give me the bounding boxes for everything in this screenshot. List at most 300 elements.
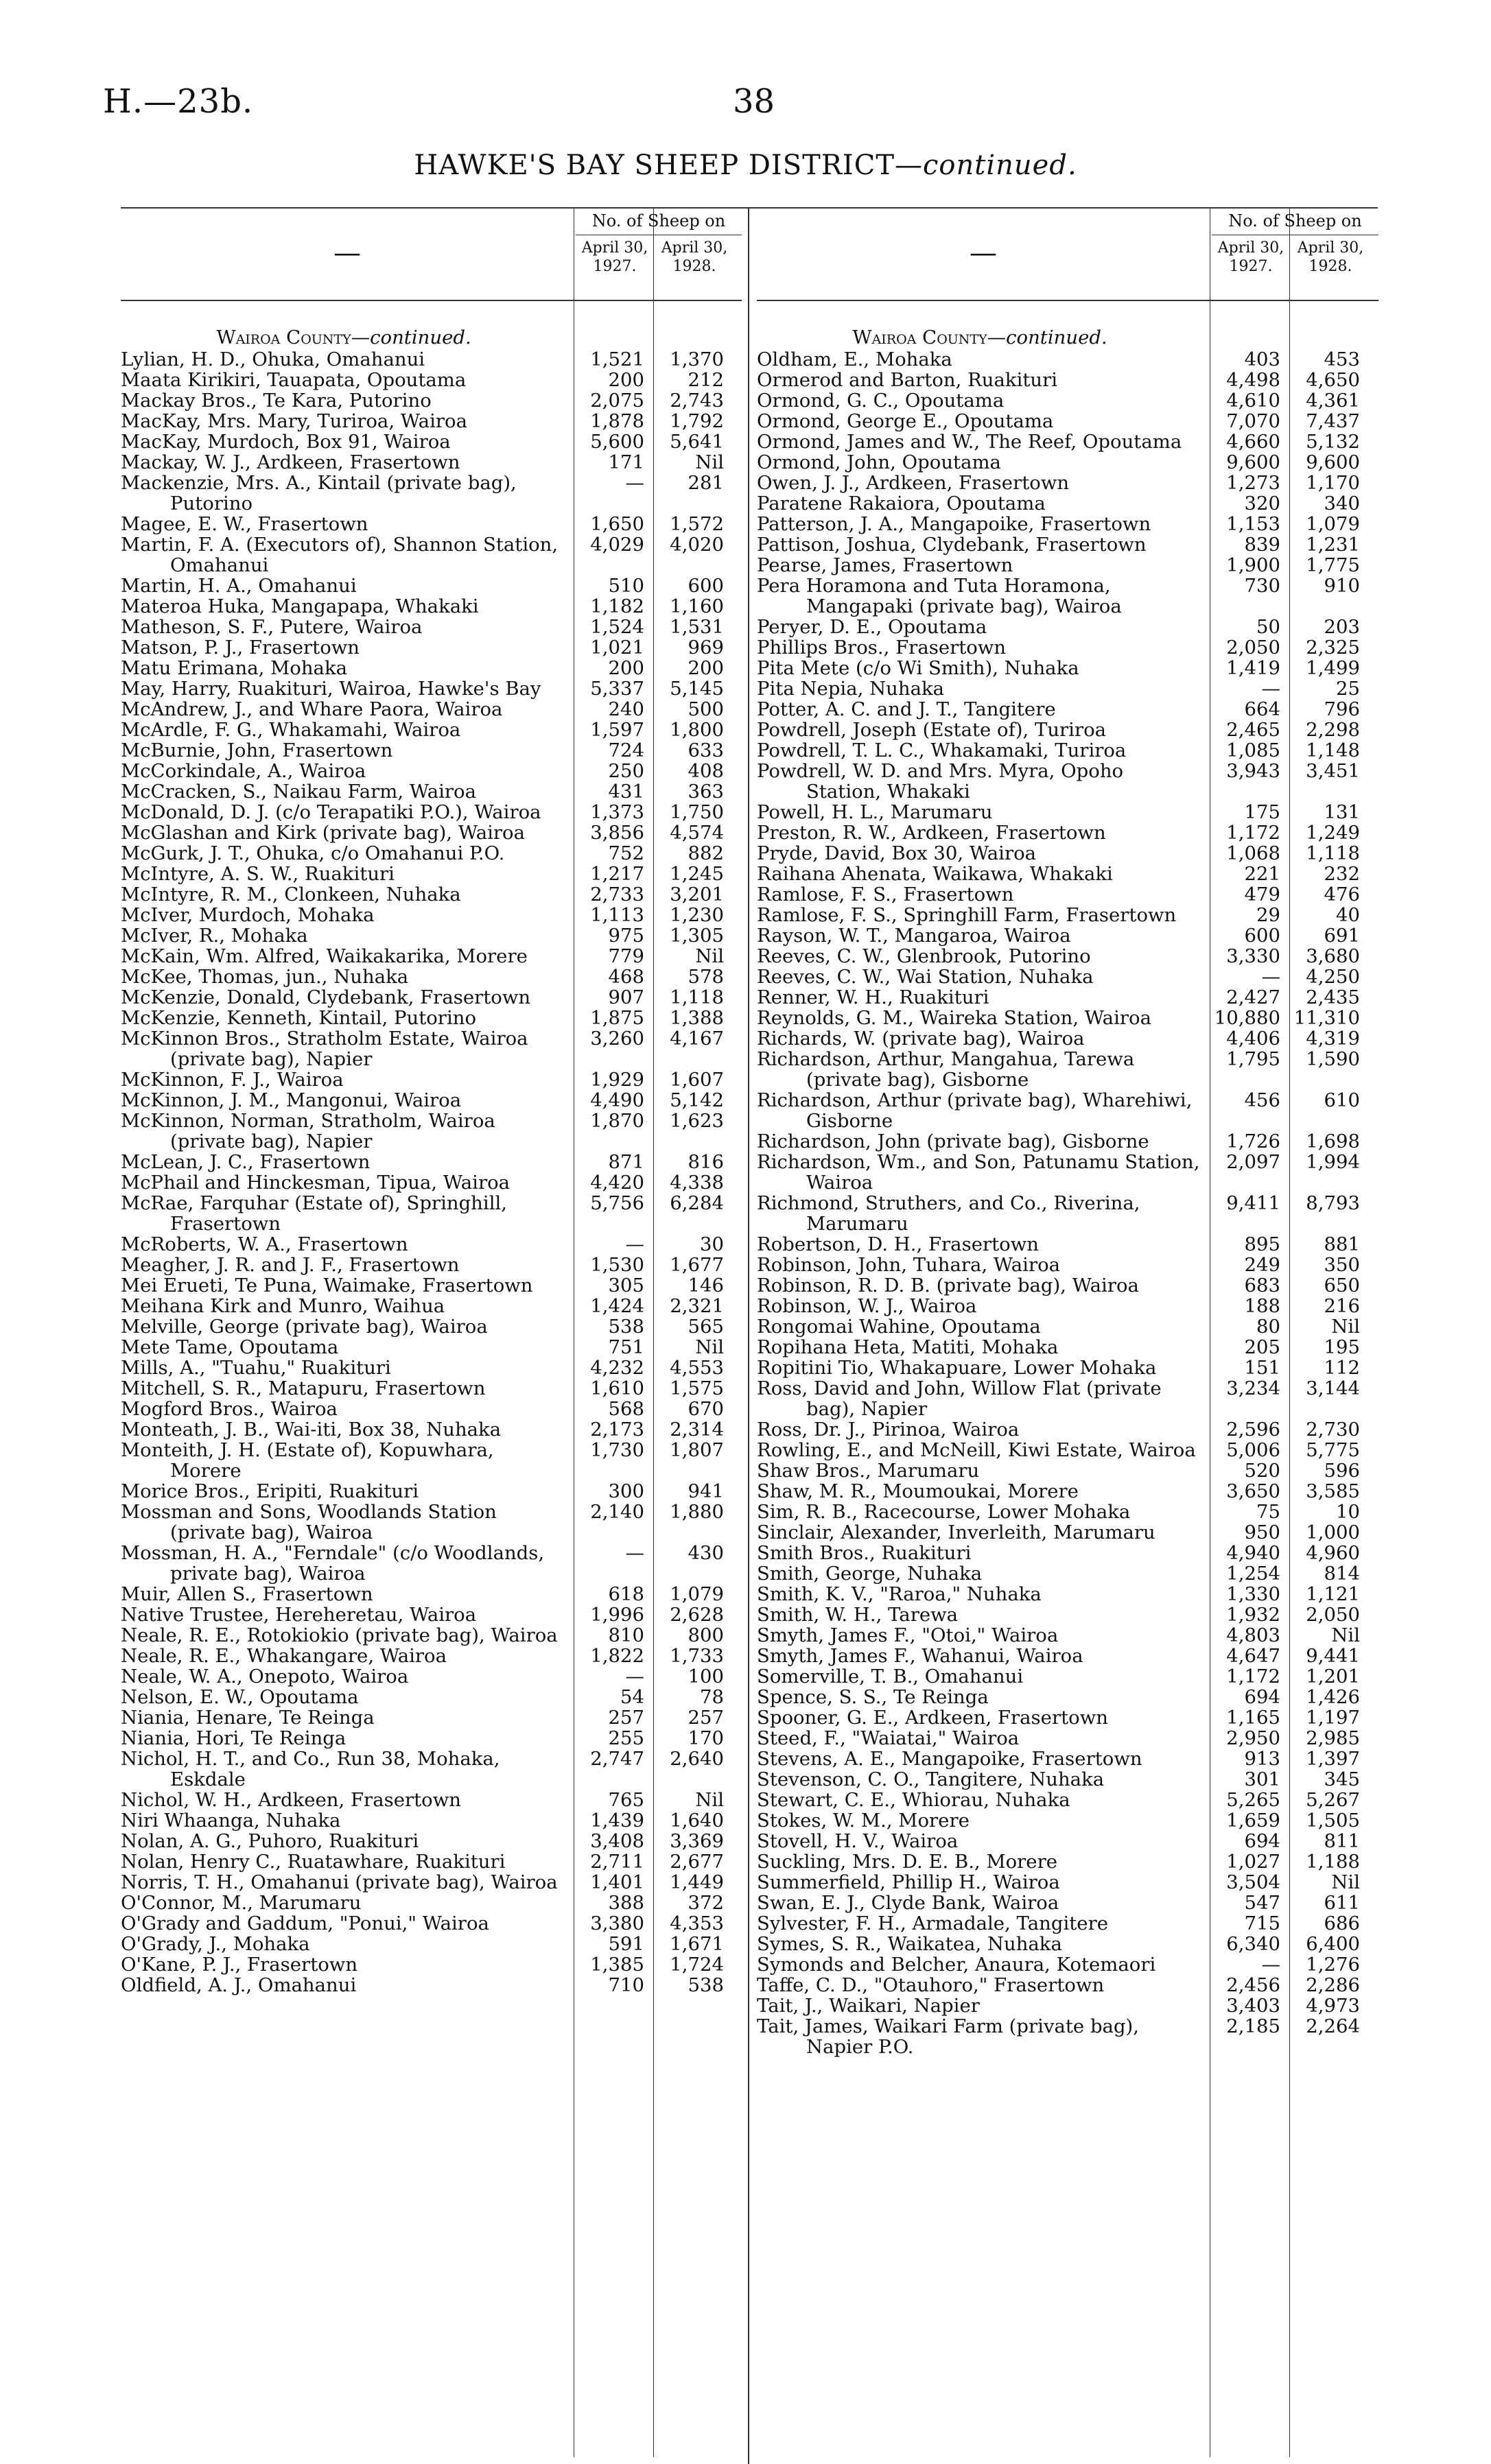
sheep-1927: 205 [1244, 1336, 1280, 1358]
table-row [121, 699, 742, 720]
table-row [121, 802, 742, 822]
sheep-1928: 1,640 [670, 1810, 724, 1832]
sheep-1928: 670 [688, 1398, 724, 1420]
table-row [121, 1810, 742, 1831]
owner-name: Reeves, C. W., Glenbrook, Putorino [757, 945, 1091, 967]
sheep-1927: 3,504 [1226, 1871, 1280, 1893]
sheep-1928: 882 [688, 842, 724, 864]
sheep-1928: 100 [688, 1666, 724, 1687]
sheep-1928: 1,607 [670, 1069, 724, 1091]
owner-name: Sinclair, Alexander, Inverleith, Marumaru [757, 1521, 1155, 1543]
sheep-1928: 1,118 [1306, 842, 1360, 864]
sheep-1928: 1,201 [1306, 1666, 1360, 1687]
sheep-1927: 1,027 [1226, 1851, 1280, 1873]
owner-name: Suckling, Mrs. D. E. B., Morere [757, 1851, 1057, 1873]
sheep-1928: 910 [1324, 575, 1360, 597]
sheep-1927: 1,419 [1226, 657, 1280, 679]
owner-name: McPhail and Hinckesman, Tipua, Wairoa [121, 1172, 510, 1194]
owner-name: Stevens, A. E., Mangapoike, Frasertown [757, 1748, 1142, 1770]
sheep-1927: 1,172 [1226, 1666, 1280, 1687]
col-1927-year: 1927. [593, 258, 637, 275]
sheep-1928: 5,775 [1306, 1439, 1360, 1461]
sheep-1928: 6,400 [1306, 1933, 1360, 1955]
sheep-1928: 2,050 [1306, 1604, 1360, 1626]
sheep-1927: 50 [1256, 616, 1280, 638]
sheep-1928: 1,305 [670, 925, 724, 947]
sheep-1927: 2,050 [1226, 637, 1280, 659]
sheep-1928: 257 [688, 1707, 724, 1729]
sheep-1928: 1,531 [670, 616, 724, 638]
sheep-1927: 1,730 [590, 1439, 644, 1461]
sheep-1927: 1,401 [590, 1871, 644, 1893]
table-row [121, 1625, 742, 1646]
sheep-1927: 2,747 [590, 1748, 644, 1770]
table-row [121, 1790, 742, 1810]
sheep-1927: 200 [608, 657, 644, 679]
owner-name: McBurnie, John, Frasertown [121, 739, 393, 761]
owner-name: Richardson, Arthur (private bag), Wharehiwi, Gisborne [757, 1089, 1193, 1132]
owner-name: McAndrew, J., and Whare Paora, Wairoa [121, 698, 503, 720]
sheep-1927: 4,803 [1226, 1624, 1280, 1646]
sheep-1927: 2,097 [1226, 1151, 1280, 1173]
table-row [121, 987, 742, 1008]
sheep-1927: 1,610 [590, 1377, 644, 1399]
sheep-1927: 5,600 [590, 431, 644, 453]
sheep-1928: 1,671 [670, 1933, 724, 1955]
sheep-1927: 715 [1244, 1912, 1280, 1934]
owner-name: Pita Nepia, Nuhaka [757, 678, 945, 700]
sheep-1927: 250 [608, 760, 644, 782]
sheep-1927: 3,403 [1226, 1995, 1280, 2017]
section-heading [121, 326, 567, 349]
table-row [757, 1934, 1378, 1954]
table-row [757, 576, 1378, 617]
owner-name: Monteath, J. B., Wai-iti, Box 38, Nuhaka [121, 1419, 502, 1441]
owner-name: Richards, W. (private bag), Wairoa [757, 1028, 1085, 1050]
sheep-1928: 30 [700, 1233, 724, 1255]
owner-name: Nolan, A. G., Puhoro, Ruakituri [121, 1830, 419, 1852]
sheep-1928: 1,148 [1306, 739, 1360, 761]
table-row [121, 1934, 742, 1954]
owner-name: Taffe, C. D., "Otauhoro," Frasertown [757, 1974, 1105, 1996]
sheep-1928: 78 [700, 1686, 724, 1708]
owner-name: Richardson, Wm., and Son, Patunamu Station, Wairoa [757, 1151, 1200, 1194]
sheep-1927: — [625, 1666, 644, 1687]
owner-name: Richmond, Struthers, and Co., Riverina, Marumaru [757, 1192, 1140, 1235]
name-column-header: — [333, 237, 361, 269]
owner-name: Paratene Rakaiora, Opoutama [757, 493, 1046, 514]
sheep-1928: 811 [1324, 1830, 1360, 1852]
sheep-1927: 1,439 [590, 1810, 644, 1832]
owner-name: Steed, F., "Waiatai," Wairoa [757, 1727, 1020, 1749]
owner-name: Preston, R. W., Ardkeen, Frasertown [757, 822, 1106, 844]
sheep-1927: 3,943 [1226, 760, 1280, 782]
sheep-1927: — [625, 472, 644, 494]
sheep-1927: 2,950 [1226, 1727, 1280, 1749]
sheep-1927: 1,385 [590, 1954, 644, 1976]
table-row [121, 1851, 742, 1872]
sheep-1927: 765 [608, 1789, 644, 1811]
sheep-1928: 8,793 [1306, 1192, 1360, 1214]
sheep-1928: 1,079 [670, 1583, 724, 1605]
owner-name: Raihana Ahenata, Waikawa, Whakaki [757, 863, 1113, 885]
owner-name: O'Connor, M., Marumaru [121, 1892, 362, 1914]
owner-name: Pattison, Joshua, Clydebank, Frasertown [757, 534, 1147, 556]
sheep-1928: Nil [695, 451, 724, 473]
sheep-1927: 1,373 [590, 801, 644, 823]
table-row [121, 905, 742, 925]
table-row [121, 576, 742, 596]
table-row [757, 1316, 1378, 1337]
sheep-1928: 611 [1324, 1892, 1360, 1914]
owner-name: Robinson, John, Tuhara, Wairoa [757, 1254, 1061, 1276]
sheep-1928: 1,724 [670, 1954, 724, 1976]
right-rows [757, 326, 1378, 2057]
owner-name: Sylvester, F. H., Armadale, Tangitere [757, 1912, 1108, 1934]
owner-name: Ormond, John, Opoutama [757, 451, 1001, 473]
sheep-1927: 752 [608, 842, 644, 864]
sheep-1928: 10 [1336, 1501, 1360, 1523]
sheep-1927: 257 [608, 1707, 644, 1729]
sheep-1927: 255 [608, 1727, 644, 1749]
sheep-1927: 1,659 [1226, 1810, 1280, 1832]
sheep-1927: 5,337 [590, 678, 644, 700]
sheep-1928: 345 [1324, 1768, 1360, 1790]
sheep-1927: 810 [608, 1624, 644, 1646]
owner-name: Matu Erimana, Mohaka [121, 657, 348, 679]
table-row [757, 1810, 1378, 1831]
sheep-1927: 710 [608, 1974, 644, 1996]
table-row [757, 1604, 1378, 1625]
table-row [757, 1831, 1378, 1851]
sheep-1928: 2,677 [670, 1851, 724, 1873]
sheep-1927: 54 [620, 1686, 644, 1708]
table-row [121, 1337, 742, 1358]
sheep-1928: 1,231 [1306, 534, 1360, 556]
sheep-1927: 4,660 [1226, 431, 1280, 453]
sheep-1928: 476 [1324, 884, 1360, 905]
table-row [121, 1728, 742, 1749]
sheep-1927: 1,172 [1226, 822, 1280, 844]
sheep-1927: — [1261, 678, 1280, 700]
owner-name: Neale, R. E., Whakangare, Wairoa [121, 1645, 447, 1667]
table-row [121, 1646, 742, 1666]
sheep-1927: 2,711 [590, 1851, 644, 1873]
name-column-header: — [970, 237, 997, 269]
table-row [757, 1378, 1378, 1419]
owner-name: Pita Mete (c/o Wi Smith), Nuhaka [757, 657, 1079, 679]
table-row [121, 349, 742, 370]
sheep-1927: 151 [1244, 1357, 1280, 1379]
table-row [757, 1275, 1378, 1296]
table-row [121, 658, 742, 678]
sheep-1928: 2,325 [1306, 637, 1360, 659]
sheep-1927: 80 [1256, 1316, 1280, 1338]
sheep-1927: 29 [1256, 904, 1280, 926]
table-row [121, 1419, 742, 1440]
sheep-1928: 430 [688, 1542, 724, 1564]
sheep-1928: 3,369 [670, 1830, 724, 1852]
sheep-1928: 5,132 [1306, 431, 1360, 453]
sheep-1927: 6,340 [1226, 1933, 1280, 1955]
owner-name: Oldham, E., Mohaka [757, 348, 952, 370]
sheep-1927: 1,996 [590, 1604, 644, 1626]
owner-name: Ormerod and Barton, Ruakituri [757, 369, 1058, 391]
sheep-count-header: No. of Sheep on [591, 211, 726, 230]
owner-name: Ormond, George E., Opoutama [757, 410, 1054, 432]
sheep-1928: 816 [688, 1151, 724, 1173]
table-row [757, 699, 1378, 720]
sheep-1927: 751 [608, 1336, 644, 1358]
owner-name: McGurk, J. T., Ohuka, c/o Omahanui P.O. [121, 842, 505, 864]
table-row [757, 1666, 1378, 1687]
sheep-count-header: No. of Sheep on [1228, 211, 1362, 230]
col-1928-header [655, 239, 733, 276]
owner-name: Somerville, T. B., Omahanui [757, 1666, 1024, 1687]
sheep-1928: 2,628 [670, 1604, 724, 1626]
sheep-1927: 3,380 [590, 1912, 644, 1934]
table-row [121, 370, 742, 390]
sheep-1928: 1,623 [670, 1110, 724, 1132]
sheep-1928: 4,250 [1306, 966, 1360, 988]
table-row [757, 473, 1378, 493]
sheep-1927: 1,932 [1226, 1604, 1280, 1626]
owner-name: Spooner, G. E., Ardkeen, Frasertown [757, 1707, 1108, 1729]
sheep-1928: 1,733 [670, 1645, 724, 1667]
sheep-1928: 1,249 [1306, 822, 1360, 844]
sheep-1928: 4,167 [670, 1028, 724, 1050]
sheep-1927: 1,870 [590, 1110, 644, 1132]
sheep-1927: 1,068 [1226, 842, 1280, 864]
owner-name: Monteith, J. H. (Estate of), Kopuwhara, Morere [121, 1439, 494, 1482]
table-row [121, 1152, 742, 1172]
sheep-1927: 300 [608, 1480, 644, 1502]
owner-name: Summerfield, Phillip H., Wairoa [757, 1871, 1060, 1893]
table-row [757, 349, 1378, 370]
table-row [121, 1090, 742, 1111]
sheep-1928: 633 [688, 739, 724, 761]
owner-name: Spence, S. S., Te Reinga [757, 1686, 989, 1708]
table-row [757, 761, 1378, 802]
sheep-1927: 3,650 [1226, 1480, 1280, 1502]
sheep-1928: 11,310 [1293, 1007, 1360, 1029]
table-row [121, 946, 742, 967]
sheep-1927: 188 [1244, 1295, 1280, 1317]
sheep-1928: 1,230 [670, 904, 724, 926]
document-reference: H.—23b. [103, 82, 254, 121]
table-row [757, 617, 1378, 637]
owner-name: McCorkindale, A., Wairoa [121, 760, 366, 782]
table-row [757, 1707, 1378, 1728]
table-row [121, 884, 742, 905]
owner-name: Potter, A. C. and J. T., Tangitere [757, 698, 1056, 720]
sheep-1927: 3,408 [590, 1830, 644, 1852]
sheep-1927: 1,085 [1226, 739, 1280, 761]
table-row [121, 720, 742, 740]
sheep-1928: 2,435 [1306, 986, 1360, 1008]
sheep-1927: — [625, 1233, 644, 1255]
owner-name: Matheson, S. F., Putere, Wairoa [121, 616, 423, 638]
sheep-1928: 3,144 [1306, 1377, 1360, 1399]
col-1927-year: 1927. [1229, 258, 1273, 275]
owner-name: McKinnon, J. M., Mangonui, Wairoa [121, 1089, 462, 1111]
table-row [121, 1543, 742, 1584]
sheep-1928: 2,298 [1306, 719, 1360, 741]
owner-name: Reynolds, G. M., Waireka Station, Wairoa [757, 1007, 1151, 1029]
table-row [121, 473, 742, 514]
sheep-1928: 212 [688, 369, 724, 391]
table-row [757, 1234, 1378, 1255]
right-table [757, 207, 1378, 2457]
owner-name: Mossman, H. A., "Ferndale" (c/o Woodlands, private bag), Wairoa [121, 1542, 545, 1585]
table-row [757, 1790, 1378, 1810]
owner-name: Neale, R. E., Rotokiokio (private bag), Wairoa [121, 1624, 558, 1646]
owner-name: Ropihana Heta, Matiti, Mohaka [757, 1336, 1059, 1358]
sheep-1928: 1,880 [670, 1501, 724, 1523]
owner-name: Ross, David and John, Willow Flat (private bag), Napier [757, 1377, 1162, 1420]
sheep-1928: 4,574 [670, 822, 724, 844]
sheep-1928: 1,572 [670, 513, 724, 535]
sheep-1927: 568 [608, 1398, 644, 1420]
table-row [757, 1769, 1378, 1790]
table-row [757, 1131, 1378, 1152]
sheep-1928: 1,188 [1306, 1851, 1360, 1873]
col-1927-date: April 30, [581, 239, 648, 257]
owner-name: Martin, F. A. (Executors of), Shannon Station, Omahanui [121, 534, 559, 576]
table-row [757, 1646, 1378, 1666]
sheep-1928: Nil [1331, 1316, 1360, 1338]
table-row [757, 1522, 1378, 1543]
owner-name: Smith, K. V., "Raroa," Nuhaka [757, 1583, 1042, 1605]
sheep-1927: 4,420 [590, 1172, 644, 1194]
sheep-1927: 600 [1244, 925, 1280, 947]
table-row [121, 1008, 742, 1028]
sheep-1927: 2,427 [1226, 986, 1280, 1008]
sheep-1927: 7,070 [1226, 410, 1280, 432]
sheep-1927: 510 [608, 575, 644, 597]
sheep-1927: — [625, 1542, 644, 1564]
section-title: Wairoa County [216, 327, 351, 348]
sheep-1927: 4,029 [590, 534, 644, 556]
sheep-1927: 4,498 [1226, 369, 1280, 391]
sheep-1928: 4,319 [1306, 1028, 1360, 1050]
owner-name: MacKay, Murdoch, Box 91, Wairoa [121, 431, 451, 453]
table-row [121, 761, 742, 781]
sheep-1928: 9,441 [1306, 1645, 1360, 1667]
owner-name: Mackenzie, Mrs. A., Kintail (private bag), Putorino [121, 472, 517, 514]
sheep-1928: 610 [1324, 1089, 1360, 1111]
sheep-1928: 578 [688, 966, 724, 988]
owner-name: Maata Kirikiri, Tauapata, Opoutama [121, 369, 467, 391]
owner-name: McIver, R., Mohaka [121, 925, 308, 947]
right-table-header [757, 207, 1378, 301]
sheep-1927: 4,490 [590, 1089, 644, 1111]
sheep-1928: 596 [1324, 1460, 1360, 1482]
table-row [757, 514, 1378, 534]
sheep-1927: 4,610 [1226, 390, 1280, 412]
col-1928-date: April 30, [1297, 239, 1364, 257]
owner-name: Patterson, J. A., Mangapoike, Frasertown [757, 513, 1151, 535]
owner-name: McRoberts, W. A., Frasertown [121, 1233, 408, 1255]
table-row [121, 1584, 742, 1604]
table-row [121, 843, 742, 864]
table-row [757, 1090, 1378, 1131]
owner-name: Peryer, D. E., Opoutama [757, 616, 987, 638]
sheep-1928: 25 [1336, 678, 1360, 700]
sheep-1927: 1,217 [590, 863, 644, 885]
sheep-1928: Nil [695, 945, 724, 967]
sheep-1928: 146 [688, 1275, 724, 1296]
sheep-1928: 281 [688, 472, 724, 494]
sheep-1927: 1,021 [590, 637, 644, 659]
table-row [121, 1255, 742, 1275]
sheep-1928: 1,499 [1306, 657, 1360, 679]
table-row [121, 390, 742, 411]
sheep-1928: 112 [1324, 1357, 1360, 1379]
sheep-1927: 1,795 [1226, 1048, 1280, 1070]
table-row [757, 1008, 1378, 1028]
owner-name: MacKay, Mrs. Mary, Turiroa, Wairoa [121, 410, 467, 432]
table-row [757, 1728, 1378, 1749]
sheep-1928: 1,449 [670, 1871, 724, 1893]
table-row [757, 967, 1378, 987]
sheep-1927: 1,650 [590, 513, 644, 535]
owner-name: Powdrell, T. L. C., Whakamaki, Turiroa [757, 739, 1127, 761]
owner-name: Neale, W. A., Onepoto, Wairoa [121, 1666, 409, 1687]
sheep-1927: 724 [608, 739, 644, 761]
sheep-1928: 500 [688, 698, 724, 720]
sheep-1928: 1,426 [1306, 1686, 1360, 1708]
sheep-1927: 175 [1244, 801, 1280, 823]
sheep-1927: 2,140 [590, 1501, 644, 1523]
owner-name: Magee, E. W., Frasertown [121, 513, 368, 535]
owner-name: Stokes, W. M., Morere [757, 1810, 970, 1832]
table-row [121, 431, 742, 452]
sheep-1928: 1,397 [1306, 1748, 1360, 1770]
owner-name: Muir, Allen S., Frasertown [121, 1583, 373, 1605]
table-row [121, 678, 742, 699]
sheep-1927: 547 [1244, 1892, 1280, 1914]
table-row [757, 1563, 1378, 1584]
sheep-1927: 2,733 [590, 884, 644, 905]
table-row [757, 1337, 1378, 1358]
table-row [757, 1995, 1378, 2016]
owner-name: Nelson, E. W., Opoutama [121, 1686, 359, 1708]
owner-name: Stevenson, C. O., Tangitere, Nuhaka [757, 1768, 1105, 1790]
owner-name: Smith Bros., Ruakituri [757, 1542, 972, 1564]
sheep-1928: 969 [688, 637, 724, 659]
owner-name: Robinson, R. D. B. (private bag), Wairoa [757, 1275, 1139, 1296]
sheep-1927: 1,597 [590, 719, 644, 741]
table-row [757, 864, 1378, 884]
owner-name: Lylian, H. D., Ohuka, Omahanui [121, 348, 425, 370]
sheep-1928: 2,640 [670, 1748, 724, 1770]
table-row [757, 431, 1378, 452]
col-1927-date: April 30, [1217, 239, 1284, 257]
table-row [121, 1111, 742, 1152]
sheep-1927: 2,075 [590, 390, 644, 412]
sheep-1927: 431 [608, 781, 644, 803]
sheep-1927: 388 [608, 1892, 644, 1914]
sheep-1927: 5,265 [1226, 1789, 1280, 1811]
owner-name: Ross, Dr. J., Pirinoa, Wairoa [757, 1419, 1020, 1441]
table-row [757, 658, 1378, 678]
owner-name: Powell, H. L., Marumaru [757, 801, 993, 823]
sheep-1928: 3,451 [1306, 760, 1360, 782]
section-suffix: —continued. [351, 327, 471, 348]
owner-name: McKinnon, F. J., Wairoa [121, 1069, 344, 1091]
table-row [121, 596, 742, 617]
